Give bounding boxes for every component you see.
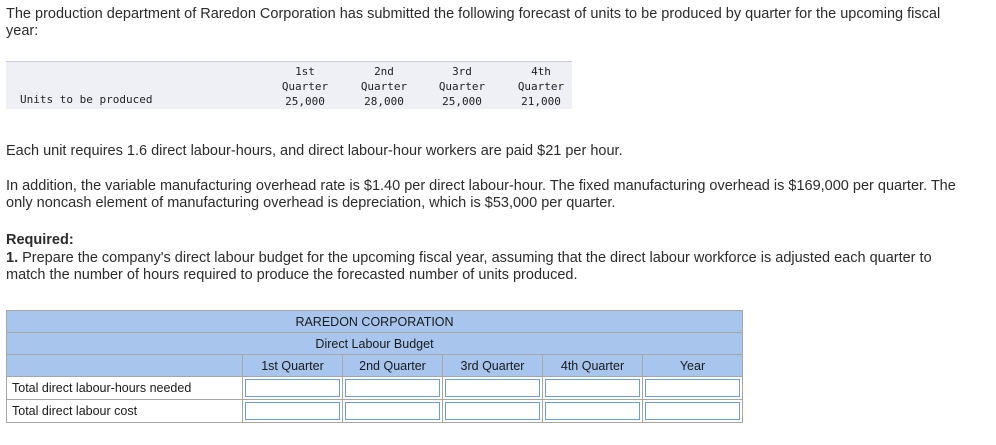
forecast-q2-header-line1: 2nd — [374, 65, 394, 78]
intro-paragraph: The production department of Raredon Corporation has submitted the following forecast of units to be produced by quarter for the upcoming fiscal year: — [6, 6, 941, 39]
labour-hours-q4-input[interactable] — [545, 379, 640, 397]
labour-hours-year-input[interactable] — [645, 379, 740, 397]
budget-col-q3: 3rd Quarter — [443, 355, 543, 377]
labour-cost-q2-input[interactable] — [345, 402, 440, 420]
production-forecast-table — [6, 61, 572, 109]
forecast-q1-value: 25,000 — [285, 95, 325, 108]
table-row — [7, 377, 743, 400]
labour-cost-q1-input[interactable] — [245, 402, 340, 420]
budget-col-year: Year — [643, 355, 743, 377]
required-text: Prepare the company's direct labour budget for the upcoming fiscal year, assuming that the direct labour workforce is adjusted each quarter to match the number of hours required to produce the forecasted number of units produced. — [6, 250, 932, 283]
forecast-q3-column — [427, 64, 497, 109]
row-label-labour-cost: Total direct labour cost — [7, 400, 243, 423]
forecast-q1-header-line2: Quarter — [281, 80, 329, 93]
row-label-labour-hours: Total direct labour-hours needed — [7, 377, 243, 400]
budget-col-q2: 2nd Quarter — [343, 355, 443, 377]
budget-company-name: RAREDON CORPORATION — [7, 311, 743, 333]
direct-labour-budget-table — [6, 310, 743, 423]
labour-cost-year-input[interactable] — [645, 402, 740, 420]
forecast-q2-value: 28,000 — [364, 95, 404, 108]
labour-hours-q1-input[interactable] — [245, 379, 340, 397]
forecast-q3-header-line2: Quarter — [438, 80, 486, 93]
required-paragraph — [6, 250, 966, 284]
forecast-q1-column — [270, 64, 340, 109]
overhead-info-paragraph: In addition, the variable manufacturing overhead rate is $1.40 per direct labour-hour. The fixed manufacturing overhead is $169,000 per quarter. The only noncash element of manufacturing overhead is depreciation, which is $53,000 per quarter. — [6, 178, 956, 211]
labour-cost-q3-input[interactable] — [445, 402, 540, 420]
labour-hours-q2-input[interactable] — [345, 379, 440, 397]
forecast-q3-value: 25,000 — [442, 95, 482, 108]
budget-title: Direct Labour Budget — [7, 333, 743, 355]
forecast-q4-header-line1: 4th — [531, 65, 551, 78]
forecast-q4-value: 21,000 — [521, 95, 561, 108]
table-row — [7, 400, 743, 423]
forecast-q3-header-line1: 3rd — [452, 65, 472, 78]
required-heading: Required: — [6, 232, 74, 248]
forecast-q1-header-line1: 1st — [295, 65, 315, 78]
budget-col-q1: 1st Quarter — [243, 355, 343, 377]
forecast-q2-column — [349, 64, 419, 109]
forecast-q2-header-line2: Quarter — [360, 80, 408, 93]
labour-info-paragraph: Each unit requires 1.6 direct labour-hours, and direct labour-hour workers are paid $21 per hour. — [6, 143, 623, 159]
budget-header-blank — [7, 355, 243, 377]
labour-cost-q4-input[interactable] — [545, 402, 640, 420]
forecast-q4-column — [506, 64, 576, 109]
forecast-q4-header-line2: Quarter — [517, 80, 565, 93]
labour-hours-q3-input[interactable] — [445, 379, 540, 397]
forecast-row-label: Units to be produced — [20, 93, 153, 106]
required-number: 1. — [6, 250, 19, 266]
budget-col-q4: 4th Quarter — [543, 355, 643, 377]
